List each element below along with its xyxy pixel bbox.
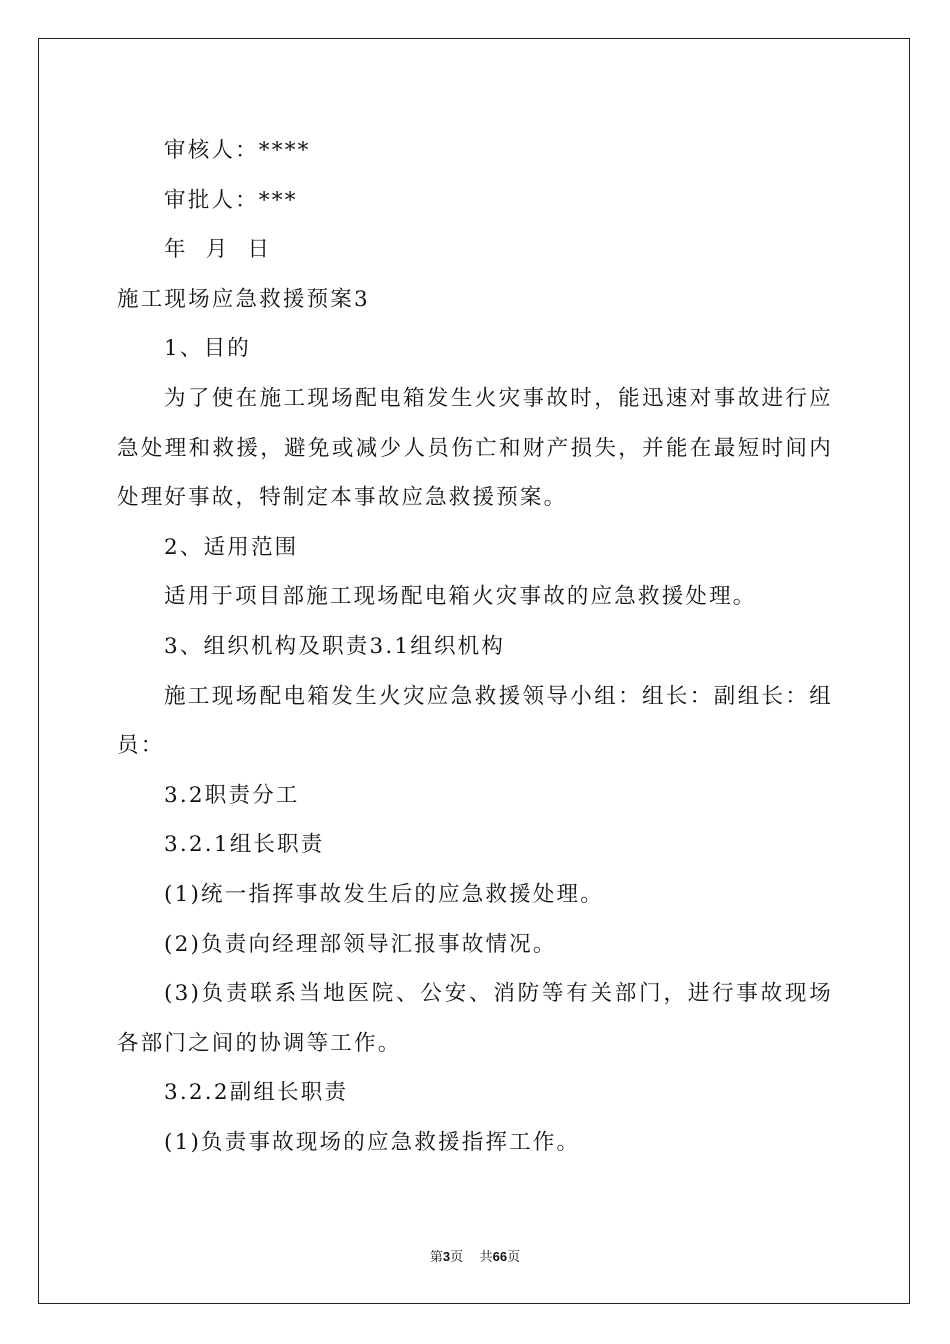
footer-mid: 页 共 [450,1250,493,1265]
list-item-continuation: 各部门之间的协调等工作。 [117,1030,402,1056]
paragraph-line: 施工现场配电箱发生火灾应急救援领导小组：组长：副组长：组 [164,683,833,709]
heading-leader-duties: 3.2.1组长职责 [164,832,325,858]
footer-suffix: 页 [507,1250,521,1265]
paragraph-line: 为了使在施工现场配电箱发生火灾事故时，能迅速对事故进行应 [164,385,833,411]
approver-line: 审批人：*** [164,187,298,213]
list-item: (1)负责事故现场的应急救援指挥工作。 [164,1129,581,1155]
footer-page-number: 3 [442,1249,451,1264]
list-item: (2)负责向经理部领导汇报事故情况。 [164,931,557,957]
list-item: (3)负责联系当地医院、公安、消防等有关部门，进行事故现场 [164,981,833,1007]
heading-deputy-duties: 3.2.2副组长职责 [164,1080,349,1106]
heading-organization: 3、组织机构及职责3.1组织机构 [164,633,506,659]
heading-purpose: 1、目的 [164,336,251,362]
document-body [117,126,833,1167]
paragraph-line: 急处理和救援，避免或减少人员伤亡和财产损失，并能在最短时间内 [117,435,833,461]
paragraph-line: 处理好事故，特制定本事故应急救援预案。 [117,485,568,511]
reviewer-line: 审核人：**** [164,138,311,163]
date-line: 年 月 日 [164,237,272,263]
footer-total-pages: 66 [492,1249,508,1264]
heading-duties: 3.2职责分工 [164,782,300,808]
section-title: 施工现场应急救援预案3 [117,286,370,312]
list-item: (1)统一指挥事故发生后的应急救援处理。 [164,881,604,907]
footer-prefix: 第 [429,1250,443,1265]
paragraph-line: 员： [117,733,165,759]
paragraph-line: 适用于项目部施工现场配电箱火灾事故的应急救援处理。 [164,584,757,610]
heading-scope: 2、适用范围 [164,534,299,560]
page-footer [0,1246,950,1265]
